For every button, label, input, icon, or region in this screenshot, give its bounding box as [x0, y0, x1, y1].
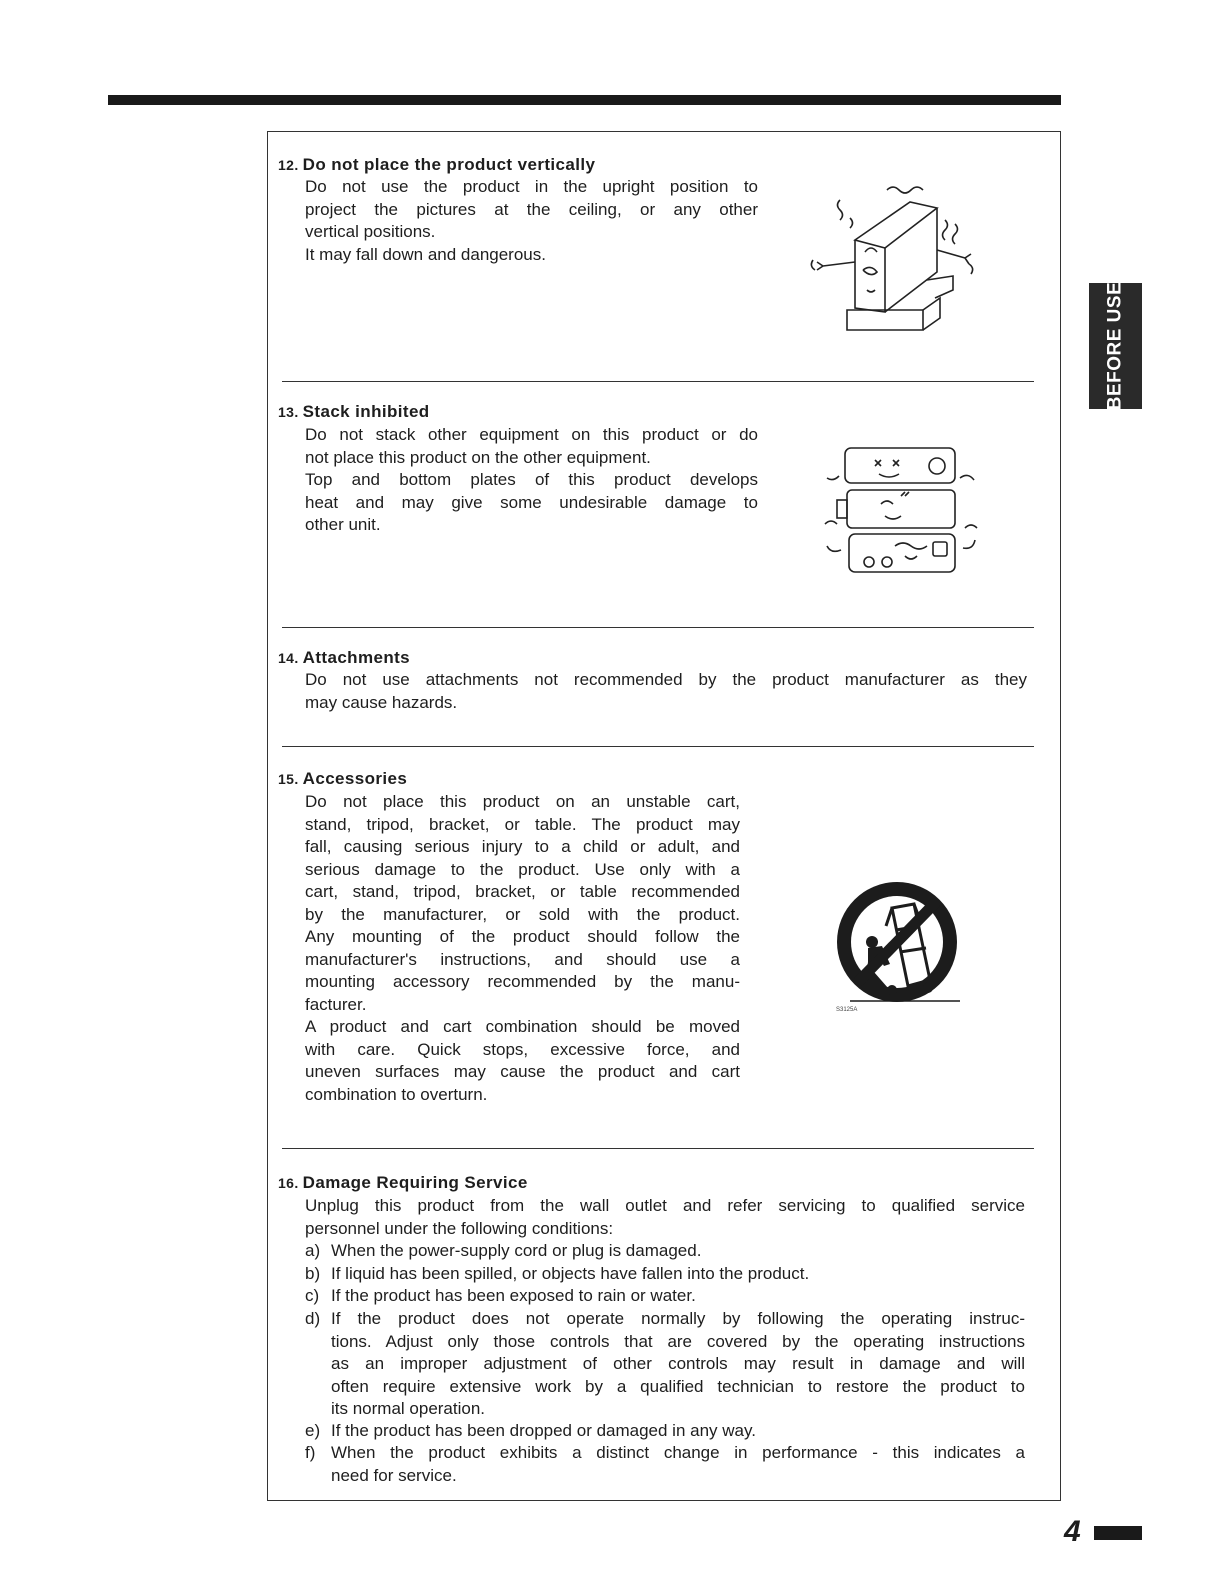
section-divider: [282, 627, 1034, 628]
condition-item-e: [305, 1420, 756, 1443]
item-text: When the power-supply cord or plug is damaged.: [331, 1241, 702, 1260]
condition-item-f: [305, 1442, 331, 1465]
text-line: uneven surfaces may cause the product and cart: [305, 1062, 740, 1081]
section-title: Accessories: [302, 769, 408, 788]
item-text: If the product has been exposed to rain or water.: [331, 1286, 696, 1305]
section-divider: [282, 381, 1034, 382]
text-line: tions. Adjust only those controls that are covered by the operating instructions: [331, 1331, 1025, 1351]
text-line: often require extensive work by a qualified technician to restore the product to: [331, 1376, 1025, 1396]
text-line: Do not use the product in the upright position to: [305, 177, 758, 196]
text-line: as an improper adjustment of other controls may result in damage and will: [331, 1354, 1025, 1373]
item-label: f): [305, 1443, 316, 1462]
item-label: d): [305, 1309, 321, 1328]
section-number: 15.: [278, 771, 299, 787]
section-number: 14.: [278, 650, 299, 666]
text-line: Do not use attachments not recommended by the product manufacturer as they: [305, 670, 1027, 689]
text-line: Do not place this product on an unstable cart,: [305, 792, 740, 811]
upright-product-warning-illustration: [805, 180, 980, 345]
section-title: Do not place the product vertically: [302, 155, 596, 174]
section-13-heading: [278, 402, 430, 422]
section-tab: [1089, 283, 1142, 409]
text-line: It may fall down and dangerous.: [305, 244, 546, 264]
text-line: project the pictures at the ceiling, or any other: [305, 199, 758, 219]
section-14-heading: [278, 648, 410, 668]
section-title: Stack inhibited: [302, 402, 430, 421]
section-15-text: [305, 791, 740, 1106]
condition-item-b: [305, 1263, 809, 1286]
text-line: facturer.: [305, 994, 367, 1014]
section-13-text: [305, 424, 758, 537]
text-line: serious damage to the product. Use only with a: [305, 859, 740, 879]
section-number: 13.: [278, 404, 299, 420]
stacked-equipment-warning-illustration: [815, 438, 980, 583]
text-line: fall, causing serious injury to a child or adult, and: [305, 837, 740, 856]
item-text: If liquid has been spilled, or objects have fallen into the product.: [331, 1264, 810, 1283]
condition-item-a: [305, 1240, 701, 1263]
top-rule: [108, 95, 1061, 105]
section-divider: [282, 746, 1034, 747]
section-number: 16.: [278, 1175, 299, 1191]
condition-item-d-text: [331, 1308, 1025, 1421]
cart-tip-over-warning-icon: [830, 880, 970, 1015]
condition-item-f-text: [331, 1442, 1025, 1487]
section-title: Damage Requiring Service: [302, 1173, 528, 1192]
text-line: manufacturer's instructions, and should use a: [305, 949, 740, 969]
section-divider: [282, 1148, 1034, 1149]
text-line: not place this product on the other equipment.: [305, 447, 651, 467]
section-number: 12.: [278, 157, 299, 173]
text-line: may cause hazards.: [305, 692, 458, 712]
item-label: b): [305, 1264, 321, 1283]
text-line: combination to overturn.: [305, 1084, 488, 1104]
text-line: cart, stand, tripod, bracket, or table recommended: [305, 882, 740, 901]
text-line: need for service.: [331, 1465, 457, 1485]
text-line: vertical positions.: [305, 222, 436, 241]
section-title: Attachments: [302, 648, 411, 667]
item-label: c): [305, 1286, 320, 1305]
section-12-heading: [278, 155, 595, 175]
section-16-intro: [305, 1195, 1025, 1240]
text-line: Top and bottom plates of this product develops: [305, 470, 758, 489]
text-line: other unit.: [305, 515, 381, 534]
section-14-text: [305, 669, 1027, 714]
condition-item-d: [305, 1308, 331, 1331]
text-line: its normal operation.: [331, 1399, 486, 1418]
item-label: a): [305, 1241, 321, 1260]
page-number: 4: [1064, 1515, 1081, 1548]
text-line: heat and may give some undesirable damage to: [305, 492, 758, 512]
text-line: A product and cart combination should be moved: [305, 1017, 740, 1036]
text-line: If the product does not operate normally by following the operating instruc-: [331, 1309, 1025, 1328]
text-line: Do not stack other equipment on this product or do: [305, 425, 758, 444]
text-line: by the manufacturer, or sold with the product.: [305, 904, 740, 924]
figure-caption: S3125A: [836, 1007, 858, 1013]
section-tab-label: BEFORE USE: [1104, 281, 1126, 411]
condition-item-c: [305, 1285, 696, 1308]
section-16-heading: [278, 1173, 528, 1193]
text-line: personnel under the following conditions:: [305, 1218, 614, 1238]
text-line: with care. Quick stops, excessive force, and: [305, 1039, 740, 1059]
item-text: If the product has been dropped or damaged in any way.: [331, 1421, 756, 1440]
text-line: When the product exhibits a distinct change in performance - this indicates a: [331, 1443, 1025, 1462]
section-12-text: [305, 176, 758, 266]
text-line: Any mounting of the product should follow the: [305, 927, 740, 946]
text-line: mounting accessory recommended by the manu-: [305, 972, 740, 991]
text-line: stand, tripod, bracket, or table. The product may: [305, 814, 740, 834]
section-15-heading: [278, 769, 407, 789]
page-number-bar: [1094, 1526, 1142, 1540]
text-line: Unplug this product from the wall outlet and refer servicing to qualified service: [305, 1196, 1025, 1215]
item-label: e): [305, 1421, 321, 1440]
